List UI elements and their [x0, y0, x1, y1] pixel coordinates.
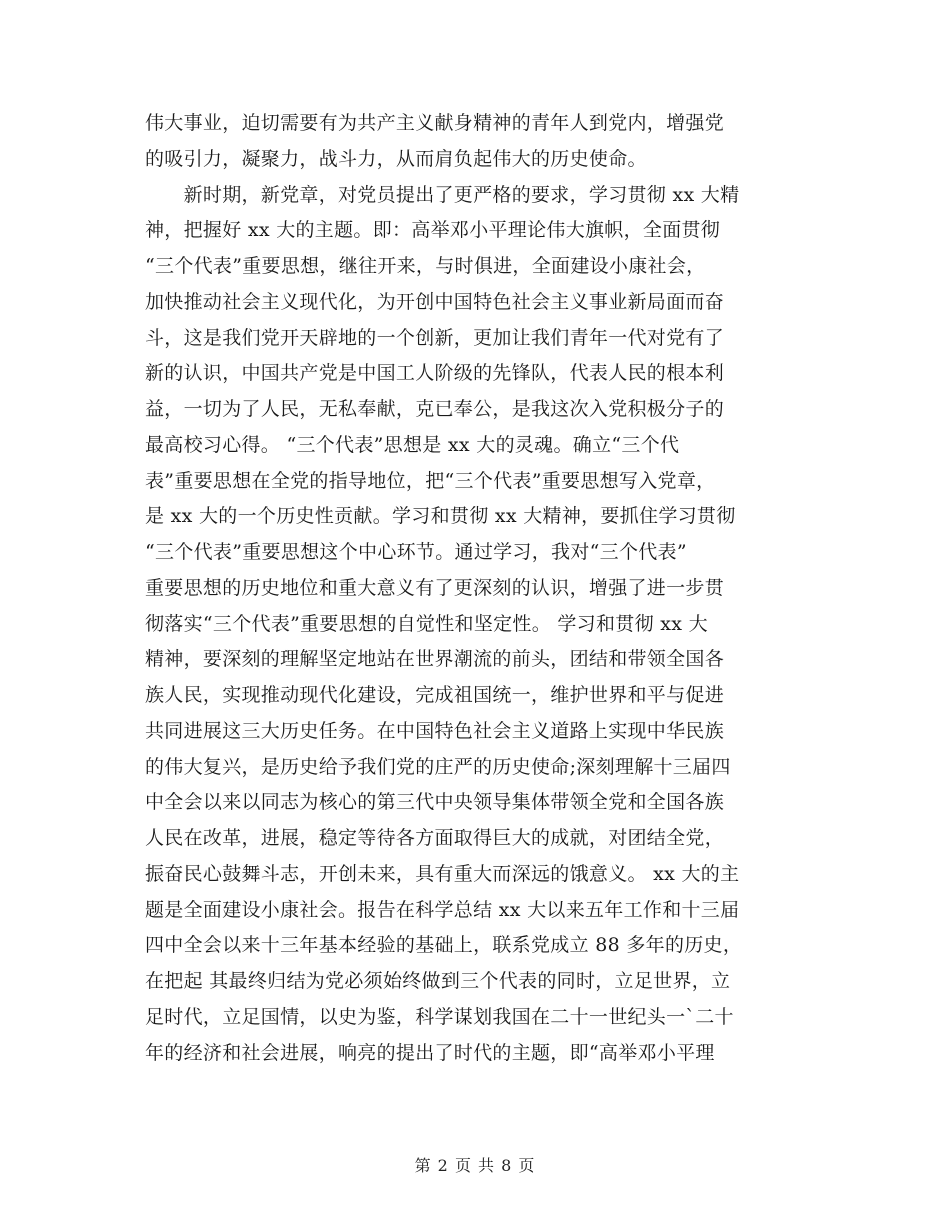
text-line: 振奋民心鼓舞斗志，开创未来，具有重大而深远的饿意义。 xx 大的主: [145, 862, 740, 885]
text-line: 共同进展这三大历史任务。在中国特色社会主义道路上实现中华民族: [145, 719, 725, 742]
text-line: 族人民，实现推动现代化建设，完成祖国统一，维护世界和平与促进: [145, 684, 725, 706]
text-line: 在把起 其最终归结为党必须始终做到三个代表的同时，立足世界，立: [145, 970, 731, 992]
page-number: 第 2 页 共 8 页: [414, 1156, 536, 1175]
text-line: 表”重要思想在全党的指导地位，把“三个代表”重要思想写入党章，: [145, 469, 716, 492]
text-line: 的伟大复兴，是历史给予我们党的庄严的历史使命;深刻理解十三届四: [145, 755, 731, 778]
text-line: 足时代，立足国情，以史为鉴，科学谋划我国在二十一世纪头一`二十: [145, 1005, 734, 1028]
text-line: 新的认识，中国共产党是中国工人阶级的先锋队，代表人民的根本利: [145, 362, 725, 385]
text-line: 斗，这是我们党开天辟地的一个创新，更加让我们青年一代对党有了: [145, 326, 725, 349]
text-line: 中全会以来以同志为核心的第三代中央领导集体带领全党和全国各族: [145, 791, 725, 814]
text-line: “三个代表”重要思想这个中心环节。通过学习，我对“三个代表”: [145, 541, 687, 563]
text-line: 题是全面建设小康社会。报告在科学总结 xx 大以来五年工作和十三届: [145, 898, 740, 921]
text-line: 伟大事业，迫切需要有为共产主义献身精神的青年人到党内，增强党: [145, 112, 725, 134]
text-line: 精神，要深刻的理解坚定地站在世界潮流的前头，团结和带领全国各: [145, 648, 725, 671]
text-line: 是 xx 大的一个历史性贡献。学习和贯彻 xx 大精神，要抓住学习贯彻: [145, 505, 736, 528]
text-line: “三个代表”重要思想，继往开来，与时俱进，全面建设小康社会，: [145, 255, 706, 277]
page-footer: [0, 1153, 950, 1176]
text-line: 四中全会以来十三年基本经验的基础上，联系党成立 88 多年的历史，: [145, 934, 743, 957]
text-line: 加快推动社会主义现代化，为开创中国特色社会主义事业新局面而奋: [145, 290, 725, 313]
text-line: 最高校习心得。 “三个代表”思想是 xx 大的灵魂。确立“三个代: [145, 433, 680, 456]
text-line: 的吸引力，凝聚力，战斗力，从而肩负起伟大的历史使命。: [145, 147, 647, 170]
text-line: 年的经济和社会进展，响亮的提出了时代的主题，即“高举邓小平理: [145, 1041, 715, 1064]
text-line: 新时期，新党章，对党员提出了更严格的要求，学习贯彻 xx 大精: [145, 183, 740, 206]
text-line: 益，一切为了人民，无私奉献，克已奉公，是我这次入党积极分子的: [145, 398, 725, 420]
body-text: [145, 106, 810, 1071]
text-line: 神，把握好 xx 大的主题。即：高举邓小平理论伟大旗帜，全面贯彻: [145, 219, 721, 242]
text-line: 人民在改革，进展，稳定等待各方面取得巨大的成就，对团结全党，: [145, 827, 725, 849]
text-line: 重要思想的历史地位和重大意义有了更深刻的认识，增强了进一步贯: [145, 576, 725, 599]
text-line: 彻落实“三个代表”重要思想的自觉性和坚定性。 学习和贯彻 xx 大: [145, 612, 708, 635]
